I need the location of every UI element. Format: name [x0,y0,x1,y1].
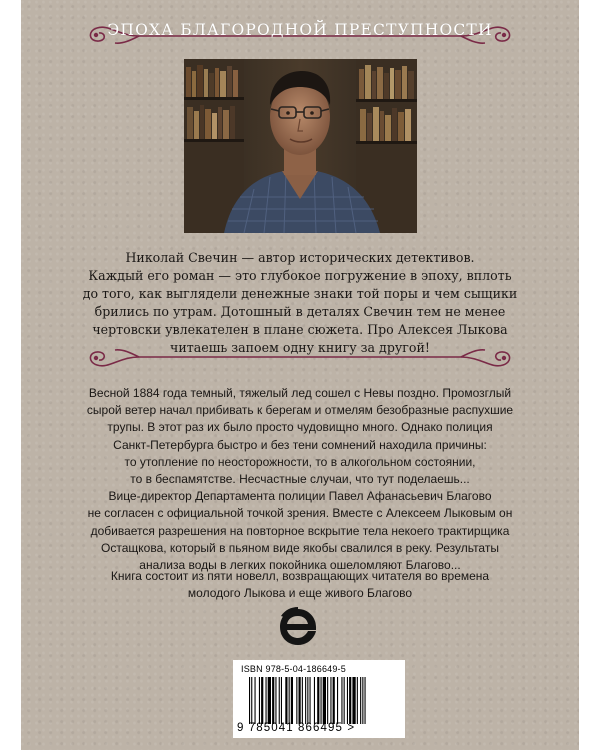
synopsis-line: анализа воды в легких покойника ошеломляют Благово... [139,558,461,573]
synopsis-line: не согласен с официальной точкой зрения. Вместе с Алексеем Лыковым он [87,506,513,521]
synopsis-line: то в беспамятстве. Несчастные случаи, что тут поделаешь... [130,472,470,487]
closing-note [21,568,579,602]
closing-note-line: молодого Лыкова и еще живого Благово [187,586,413,601]
synopsis-line: сырой ветер начал прибивать к берегам и отмелям безобразные распухшие [86,403,514,418]
synopsis-line: добивается разрешения на повторное вскрытие тела некоего трактирщика [90,523,510,538]
bio-line: брились по утрам. Дотошный в деталях Свечин тем не менее [94,304,506,319]
closing-note-line: Книга состоит из пяти новелл, возвращающих читателя во времена [110,569,490,583]
barcode-bars [249,677,395,724]
author-photo [184,59,417,233]
eksmo-e-icon [277,606,319,648]
bio-line: Николай Свечин — автор исторических детективов. [125,250,475,265]
synopsis-line: трупы. В этот раз их было просто чудовищно много. Однако полиция [107,420,493,435]
synopsis-line: Весной 1884 года темный, тяжелый лед сошел с Невы поздно. Промозглый [88,386,512,400]
synopsis-line: Санкт-Петербурга быстро и без тени сомнений находила причины: [113,437,487,452]
barcode-digits: 9 785041 866495 > [237,722,356,734]
synopsis-line: Вице-директор Департамента полиции Павел Афанасьевич Благово [108,489,492,504]
synopsis-line: то утопление по неосторожности, то в алкогольном состоянии, [124,454,476,469]
isbn-text: ISBN 978-5-04-186649-5 [241,664,346,674]
synopsis [21,385,579,574]
author-portrait-icon [184,59,417,233]
barcode [233,660,405,738]
back-cover [21,0,579,750]
middle-ornament [79,341,521,375]
synopsis-line: Остащкова, который в пьяном виде якобы свалился в реку. Результаты [101,540,499,555]
bio-line: Каждый его роман — это глубокое погружение в эпоху, вплоть [88,268,512,283]
series-title: ЭПОХА БЛАГОРОДНОЙ ПРЕСТУПНОСТИ [107,21,493,39]
bio-line: читаешь запоем одну книгу за другой! [170,340,430,355]
bio-line: чертовски увлекателен в плане сюжета. Про Алексея Лыкова [92,322,508,337]
bio-line: до того, как выглядели денежные знаки той поры и чем сыщики [82,286,518,301]
